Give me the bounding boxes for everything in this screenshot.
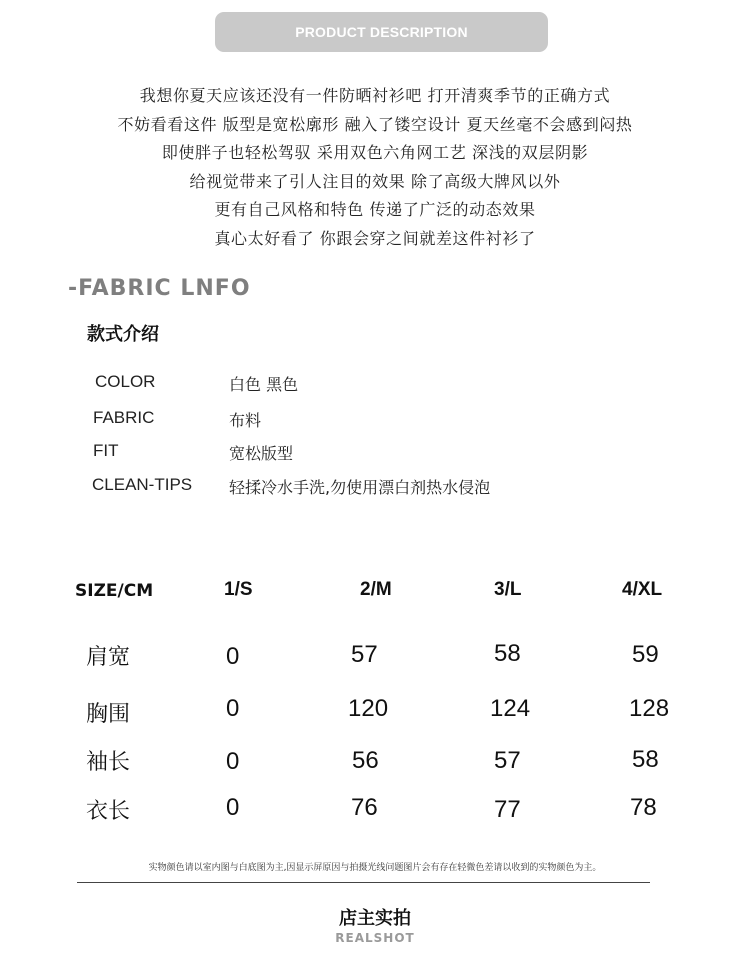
size-column-header: 2/M (360, 579, 392, 600)
table-cell: 76 (351, 794, 378, 821)
intro-line: 即使胖子也轻松驾驭 采用双色六角网工艺 深浅的双层阴影 (161, 143, 589, 163)
realshot-subtitle: REALSHOT (335, 931, 415, 945)
size-column-header: 3/L (494, 579, 522, 600)
size-column-header: 4/XL (622, 579, 663, 600)
size-header-label: SIZE/CM (75, 581, 154, 601)
intro-line: 我想你夏天应该还没有一件防晒衬衫吧 打开清爽季节的正确方式 (139, 86, 611, 105)
fabric-info-heading: -FABRIC LNFO (68, 276, 251, 301)
row-label: 衣长 (86, 799, 131, 824)
intro-paragraph (0, 82, 750, 254)
spec-label: FIT (93, 441, 119, 460)
intro-line: 给视觉带来了引人注目的效果 除了高级大牌风以外 (189, 171, 561, 191)
row-label: 袖长 (86, 750, 131, 775)
table-cell: 57 (351, 641, 378, 668)
table-cell: 78 (630, 794, 657, 821)
product-description-header (215, 12, 548, 52)
table-cell: 0 (226, 695, 240, 722)
table-cell: 124 (490, 695, 531, 722)
table-cell: 59 (632, 641, 659, 668)
table-cell: 58 (632, 746, 659, 773)
spec-label: COLOR (95, 372, 156, 391)
realshot-title: 店主实拍 (339, 908, 411, 929)
table-cell: 57 (494, 747, 521, 774)
spec-label: FABRIC (93, 408, 155, 427)
row-label: 胸围 (86, 702, 131, 727)
spec-value: 宽松版型 (229, 444, 294, 463)
divider (77, 882, 650, 883)
style-intro-title: 款式介绍 (87, 324, 159, 345)
table-cell: 58 (494, 640, 521, 667)
size-column-header: 1/S (224, 579, 253, 600)
spec-label: CLEAN-TIPS (92, 475, 193, 494)
spec-value: 白色 黑色 (229, 375, 299, 394)
table-cell: 0 (226, 748, 240, 775)
intro-line: 真心太好看了 你跟会穿之间就差这件衬衫了 (214, 228, 536, 248)
table-cell: 128 (629, 695, 670, 722)
spec-value: 布料 (229, 411, 262, 430)
row-label: 肩宽 (86, 645, 131, 670)
intro-line: 不妨看看这件 版型是宽松廓形 融入了镂空设计 夏天丝毫不会感到闷热 (117, 114, 633, 134)
table-cell: 0 (226, 794, 240, 821)
table-cell: 120 (348, 695, 389, 722)
product-description-label: PRODUCT DESCRIPTION (295, 24, 468, 40)
table-cell: 77 (494, 796, 521, 823)
table-cell: 0 (226, 643, 240, 670)
color-disclaimer-note: 实物颜色请以室内图与白底图为主,因显示屏原因与拍摄光线问题图片会有存在轻微色差请以收到的实物颜色为主。 (148, 863, 602, 873)
intro-line: 更有自己风格和特色 传递了广泛的动态效果 (214, 200, 536, 220)
table-cell: 56 (352, 747, 379, 774)
spec-value: 轻揉冷水手洗,勿使用漂白剂热水侵泡 (229, 478, 491, 497)
